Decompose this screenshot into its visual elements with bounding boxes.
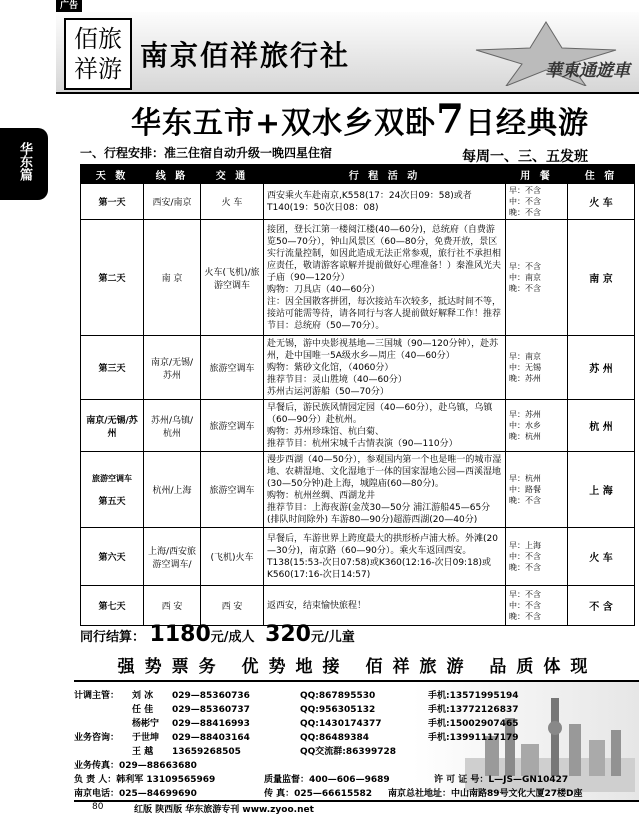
contact-qq: QQ交流群:86399728 — [300, 747, 396, 757]
page-title — [80, 96, 639, 143]
price-label: 同行结算： — [80, 630, 146, 645]
transport-cell: 旅游空调车 — [201, 452, 264, 528]
contacts-panel — [74, 680, 639, 802]
logo-text: 佰旅 祥游 — [74, 25, 122, 83]
table-row — [81, 528, 635, 586]
slogan: 强势票务 优势地接 佰祥旅游 品质体现 — [117, 657, 598, 677]
hotel-cell: 上 海 — [568, 452, 635, 528]
header-route: 线 路 — [144, 165, 201, 184]
transport-cell: 火车(飞机)/旅游空调车 — [201, 220, 264, 336]
day-cell: 第一天 — [81, 184, 144, 220]
activity-cell: 漫步西湖（40—50分），参观国内第一个也是唯一的城市湿地、农耕湿地、文化湿地于一体的国家湿地公园—西溪湿地(30—50分钟)赴上海，城隍庙(60—80分)。 购物：杭州丝绸、西湖龙井 推荐节目：上海夜游(金茂30—50分 浦江游船45—65分(排队时间除外) 车游80—90分)超游西湖(20—40分) — [264, 452, 506, 528]
license-line: 许 可 证 号：L—JS—GN10427 — [434, 775, 569, 785]
supervision-line: 质量监督：400—606—9689 — [264, 775, 390, 785]
info-row — [74, 786, 583, 799]
contact-mobile: 手机:13991117179 — [428, 733, 519, 743]
contact-tel: 029—88416993 — [172, 719, 250, 729]
table-row — [81, 400, 635, 452]
day-cell: 第三天 — [81, 336, 144, 400]
day-cell: 第六天 — [81, 528, 144, 586]
hotel-cell: 杭 州 — [568, 400, 635, 452]
hotel-cell: 火 车 — [568, 184, 635, 220]
adult-unit: 元/成人 — [210, 630, 255, 645]
contact-name: 王 越 — [132, 747, 154, 757]
price-line — [80, 622, 635, 648]
route-cell: 杭州/上海 — [144, 452, 201, 528]
contact-name: 杨彬宁 — [132, 719, 160, 729]
header-banner — [56, 12, 639, 94]
contact-mobile: 手机:13772126837 — [428, 705, 519, 715]
info-row — [74, 772, 568, 785]
manager-line: 负 责 人：韩利军 13109565969 — [74, 775, 216, 785]
itinerary-table — [80, 164, 635, 626]
meals-cell: 早：不含 中：不含 晚：不含 — [506, 184, 568, 220]
fax-line: 业务传真：029—88663680 — [74, 761, 197, 771]
activity-cell: 接团，登长江第一楼阅江楼(40—60分)，总统府（自费游览50—70分），钟山风景区（60—80分，免费开放，景区实行流量控制，如因此造成无法正常参观，旅行社不承担相应责任，敬请游客谅解并提前做好心理准备！）秦淮风光夫子庙（90—120分） 购物：刀具店（40—60分） 注：因全国散客拼团，每次接站车次较多，抵达时间不等，接站可能需等待，请各同行与客人提前做好解释工作！推荐节目：总统府（50—70分）。 — [264, 220, 506, 336]
meals-cell: 早：不含 中：南京 晚：不含 — [506, 220, 568, 336]
contact-qq: QQ:867895530 — [300, 691, 376, 701]
header-transport: 交 通 — [201, 165, 264, 184]
table-header-row — [81, 165, 635, 184]
page-number: 80 — [92, 802, 104, 812]
route-cell: 苏州/乌镇/杭州 — [144, 400, 201, 452]
day-cell: 第七天 — [81, 586, 144, 626]
nanjing-fax: 传 真：025—66615582 — [264, 789, 373, 799]
header-activity: 行 程 活 动 — [264, 165, 506, 184]
footer-text: 红版 陕西版 华东旅游专刊 www.zyoo.net — [134, 805, 314, 815]
contact-name: 任 佳 — [132, 705, 154, 715]
ad-tag: 广告 — [56, 0, 82, 12]
route-cell: 西安/南京 — [144, 184, 201, 220]
contact-row — [74, 702, 518, 715]
table-row — [81, 220, 635, 336]
contact-tel: 029—88403164 — [172, 733, 250, 743]
contact-name: 刘 冰 — [132, 691, 154, 701]
contact-row — [74, 716, 518, 729]
activity-cell: 返西安，结束愉快旅程！ — [264, 586, 506, 626]
transport-cell: (飞机)火车 — [201, 528, 264, 586]
agency-name: 南京佰祥旅行社 — [140, 39, 351, 72]
itinerary-subtitle: 一、行程安排：准三住宿自动升级一晚四星住宿 — [80, 146, 333, 160]
child-price: 320 — [265, 622, 311, 647]
contact-role: 计调主管： — [74, 691, 120, 701]
child-unit: 元/儿童 — [311, 630, 355, 645]
meals-cell: 早：杭州 中：路餐 晚：不含 — [506, 452, 568, 528]
side-tab-label: 华东篇 — [17, 142, 32, 181]
title-part1: 华东五市+双水乡双卧 — [131, 106, 437, 141]
route-cell: 南 京 — [144, 220, 201, 336]
contact-row — [74, 744, 428, 757]
transport-cell: 旅游空调车 — [201, 336, 264, 400]
contact-row — [74, 688, 518, 701]
day-label: 第五天 — [98, 496, 126, 507]
activity-cell: 早餐后，游民族风情园定园（40—60分），赴乌镇，乌镇（60—90分）赴杭州。 购物：苏州珍珠馆、杭白菊、 推荐节目：杭州宋城千古情表演（90—110分） — [264, 400, 506, 452]
route-cell: 上海/西安旅游空调车/ — [144, 528, 201, 586]
meals-cell: 早：上海 中：不含 晚：不含 — [506, 528, 568, 586]
nanjing-address: 南京总社地址：中山南路89号文化大厦27楼D座 — [388, 789, 583, 799]
logo — [64, 18, 132, 90]
hotel-cell: 南 京 — [568, 220, 635, 336]
header-hotel: 住 宿 — [568, 165, 635, 184]
badge-text: 華東通遊車 — [545, 61, 630, 81]
meals-cell: 早：苏州 中：水乡 晚：杭州 — [506, 400, 568, 452]
day-cell: 南京/无锡/苏州 — [81, 400, 144, 452]
hotel-cell: 不 含 — [568, 586, 635, 626]
route-cell: 南京/无锡/苏州 — [144, 336, 201, 400]
meals-cell: 早：不含 中：不含 晚：不含 — [506, 586, 568, 626]
activity-cell: 赴无锡，游中央影视基地—三国城（90—120分钟），赴苏州，赴中国唯一5A级水乡—周庄（40—60分） 购物：紫砂文化馆，（4060分） 推荐节目：灵山胜境（40—60分） 苏州古运河游船（50—70分） — [264, 336, 506, 400]
activity-cell: 西安乘火车赴南京,K558(17：24次日09：58)或者T140(19：50次日08：08) — [264, 184, 506, 220]
route-cell: 西 安 — [144, 586, 201, 626]
contact-row — [74, 730, 518, 743]
meals-cell: 早：南京 中：无锡 晚：苏州 — [506, 336, 568, 400]
contact-name: 于世坤 — [132, 733, 160, 743]
day-cell — [81, 452, 144, 528]
side-tab — [0, 128, 48, 200]
hotel-cell: 苏 州 — [568, 336, 635, 400]
contact-mobile: 手机:13571995194 — [428, 691, 519, 701]
activity-cell: 早餐后，车游世界上跨度最大的拱形桥卢浦大桥。外滩(20—30分)，南京路（60—90分）。乘火车返回西安。T138(15:53-次日07:58)或K360(12:16-次日09:18)或K560(17:16-次日14:57) — [264, 528, 506, 586]
header-meals: 用 餐 — [506, 165, 568, 184]
day-prefix: 旅游空调车 — [92, 473, 132, 483]
table-row — [81, 184, 635, 220]
nanjing-tel: 南京电话：025—84699690 — [74, 789, 197, 799]
table-row — [81, 586, 635, 626]
contact-mobile: 手机:15002907465 — [428, 719, 519, 729]
adult-price: 1180 — [149, 622, 211, 647]
hotel-cell: 火 车 — [568, 528, 635, 586]
schedule-text: 每周一、三、五发班 — [462, 149, 588, 165]
contact-tel: 13659268505 — [172, 747, 241, 757]
contact-qq: QQ:86489384 — [300, 733, 369, 743]
contact-tel: 029—85360736 — [172, 691, 250, 701]
transport-cell: 火 车 — [201, 184, 264, 220]
contact-tel: 029—85360737 — [172, 705, 250, 715]
table-row — [81, 336, 635, 400]
header-day: 天 数 — [81, 165, 144, 184]
title-part2: 日经典游 — [464, 106, 589, 141]
title-number: 7 — [436, 96, 465, 143]
day-cell: 第二天 — [81, 220, 144, 336]
transport-cell: 旅游空调车 — [201, 400, 264, 452]
table-row — [81, 452, 635, 528]
contact-qq: QQ:956305132 — [300, 705, 376, 715]
contact-qq: QQ:1430174377 — [300, 719, 382, 729]
transport-cell: 西 安 — [201, 586, 264, 626]
contact-role: 业务咨询： — [74, 733, 120, 743]
brand-badge — [466, 20, 636, 86]
